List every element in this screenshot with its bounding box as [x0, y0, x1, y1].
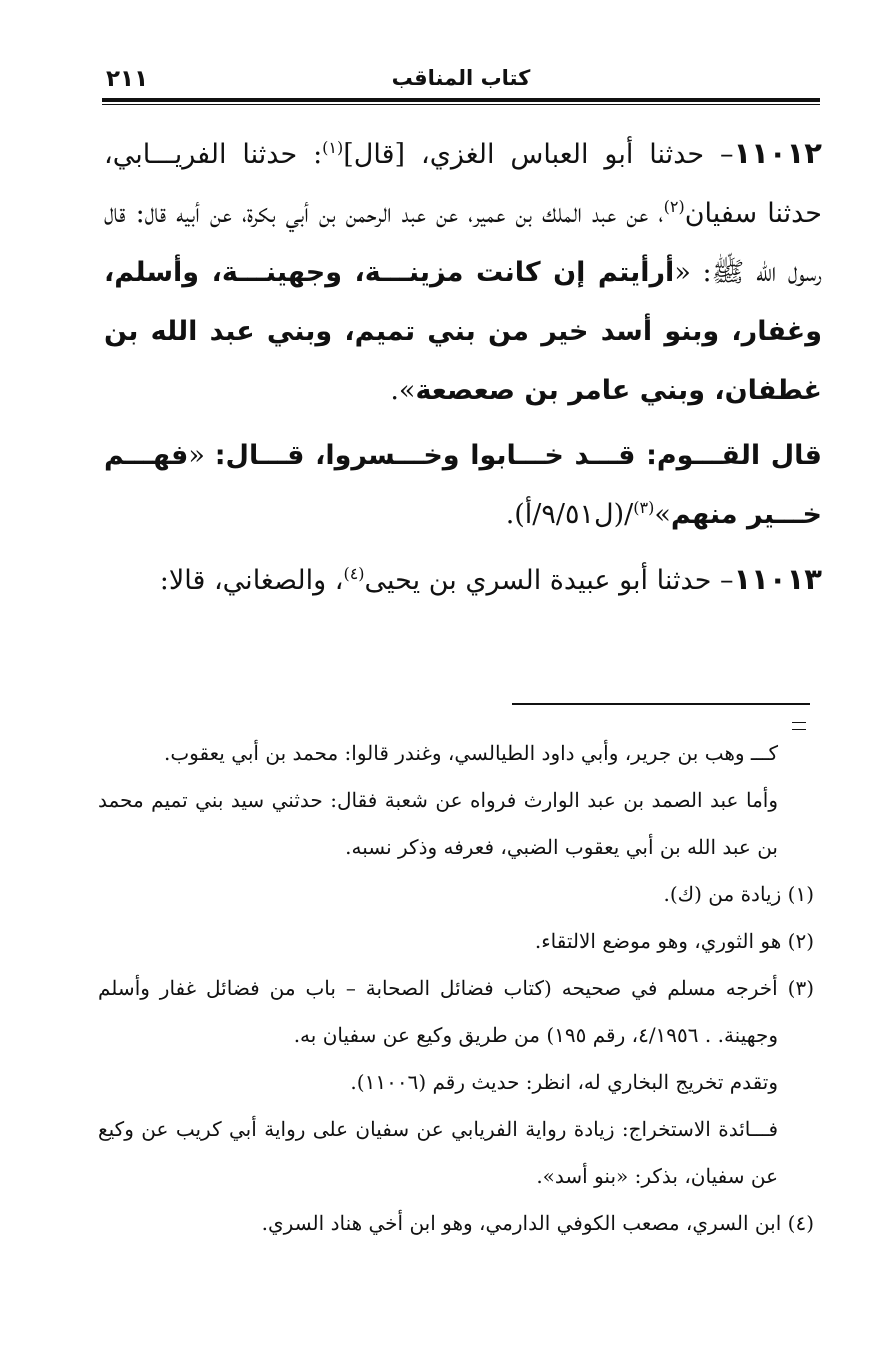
footnote-1: (١) زيادة من (ك).: [663, 882, 814, 906]
hadith-number: ١١٠١٢: [733, 136, 822, 170]
bold-text: قال القـــوم: قـــد خـــابوا وخـــسروا، قـــال:: [214, 440, 822, 471]
text-run: – حدثنا أبو عبيدة السري بن يحيى: [364, 565, 734, 596]
page-header: [102, 66, 820, 100]
page-number: ٢١١: [106, 66, 149, 92]
hadith-number: ١١٠١٣: [733, 562, 822, 596]
footnote-ref: (٤): [343, 564, 365, 583]
header-rule-thick: [102, 98, 820, 102]
text-run: ، عن عبد الملك بن عمير، عن عبد الرحمن بن أبي بكرة، عن أبيه قال: قال رسول الله ﷺ: «: [104, 198, 823, 288]
hadith-11013: [104, 550, 822, 610]
text-run: : حدثنا الفريـــابي، حدثنا سفيان: [104, 139, 822, 229]
footnote-3: (٣) أخرجه مسلم في صحيحه (كتاب فضائل الصحابة – باب من فضائل غفار وأسلم وجهينة. . ٤/١٩٥٦، رقم ١٩٥) من طريق وكيع عن سفيان به.: [98, 976, 814, 1047]
footnote-continuation: كـــ وهب بن جرير، وأبي داود الطيالسي، وغندر قالوا: محمد بن أبي يعقوب.: [163, 741, 778, 765]
footnote-separator: [512, 703, 810, 705]
hadith-matn: أرأيتم إن كانت مزينـــة، وجهينـــة، وأسلم، وغفار، وبنو أسد خير من بني تميم، وبني عبد الله بن غطفان، وبني عامر بن صعصعة: [104, 257, 822, 406]
hadith-11012: [104, 124, 822, 420]
footnote-ref: (٢): [663, 197, 685, 216]
running-title: كتاب المناقب: [391, 66, 531, 90]
text-run: ».: [390, 375, 416, 406]
text-run: ، والصغاني، قالا:: [159, 565, 344, 596]
hadith-11012-continued: [104, 426, 822, 544]
footnote-ref: (١): [322, 138, 344, 157]
footnote-3-continued: وتقدم تخريج البخاري له، انظر: حديث رقم (١١٠٠٦).: [350, 1070, 778, 1094]
bold-text: فهـــم خـــير منهم: [104, 440, 822, 530]
main-text: [104, 124, 822, 616]
continuation-mark: [792, 722, 806, 730]
header-rule-thin: [102, 104, 820, 105]
footnote-ref: (٣): [633, 498, 655, 517]
footnotes: [98, 730, 814, 1247]
text-run: «: [188, 440, 215, 471]
text-run: – حدثنا أبو العباس الغزي، [قال]: [343, 139, 734, 170]
footnote-4: (٤) ابن السري، مصعب الكوفي الدارمي، وهو ابن أخي هناد السري.: [261, 1211, 814, 1235]
footnote-3-benefit: فـــائدة الاستخراج: زيادة رواية الفريابي عن سفيان على رواية أبي كريب عن وكيع عن سفيان، بذكر: «بنو أسد».: [98, 1117, 778, 1188]
footnote-continuation: وأما عبد الصمد بن عبد الوارث فرواه عن شعبة فقال: حدثني سيد بني تميم محمد بن عبد الله بن أبي يعقوب الضبي، فعرفه وذكر نسبه.: [98, 788, 778, 859]
text-run: »: [654, 499, 671, 530]
footnote-2: (٢) هو الثوري، وهو موضع الالتقاء.: [534, 929, 814, 953]
manuscript-ref: /(ل٩/٥١/أ).: [505, 499, 634, 530]
